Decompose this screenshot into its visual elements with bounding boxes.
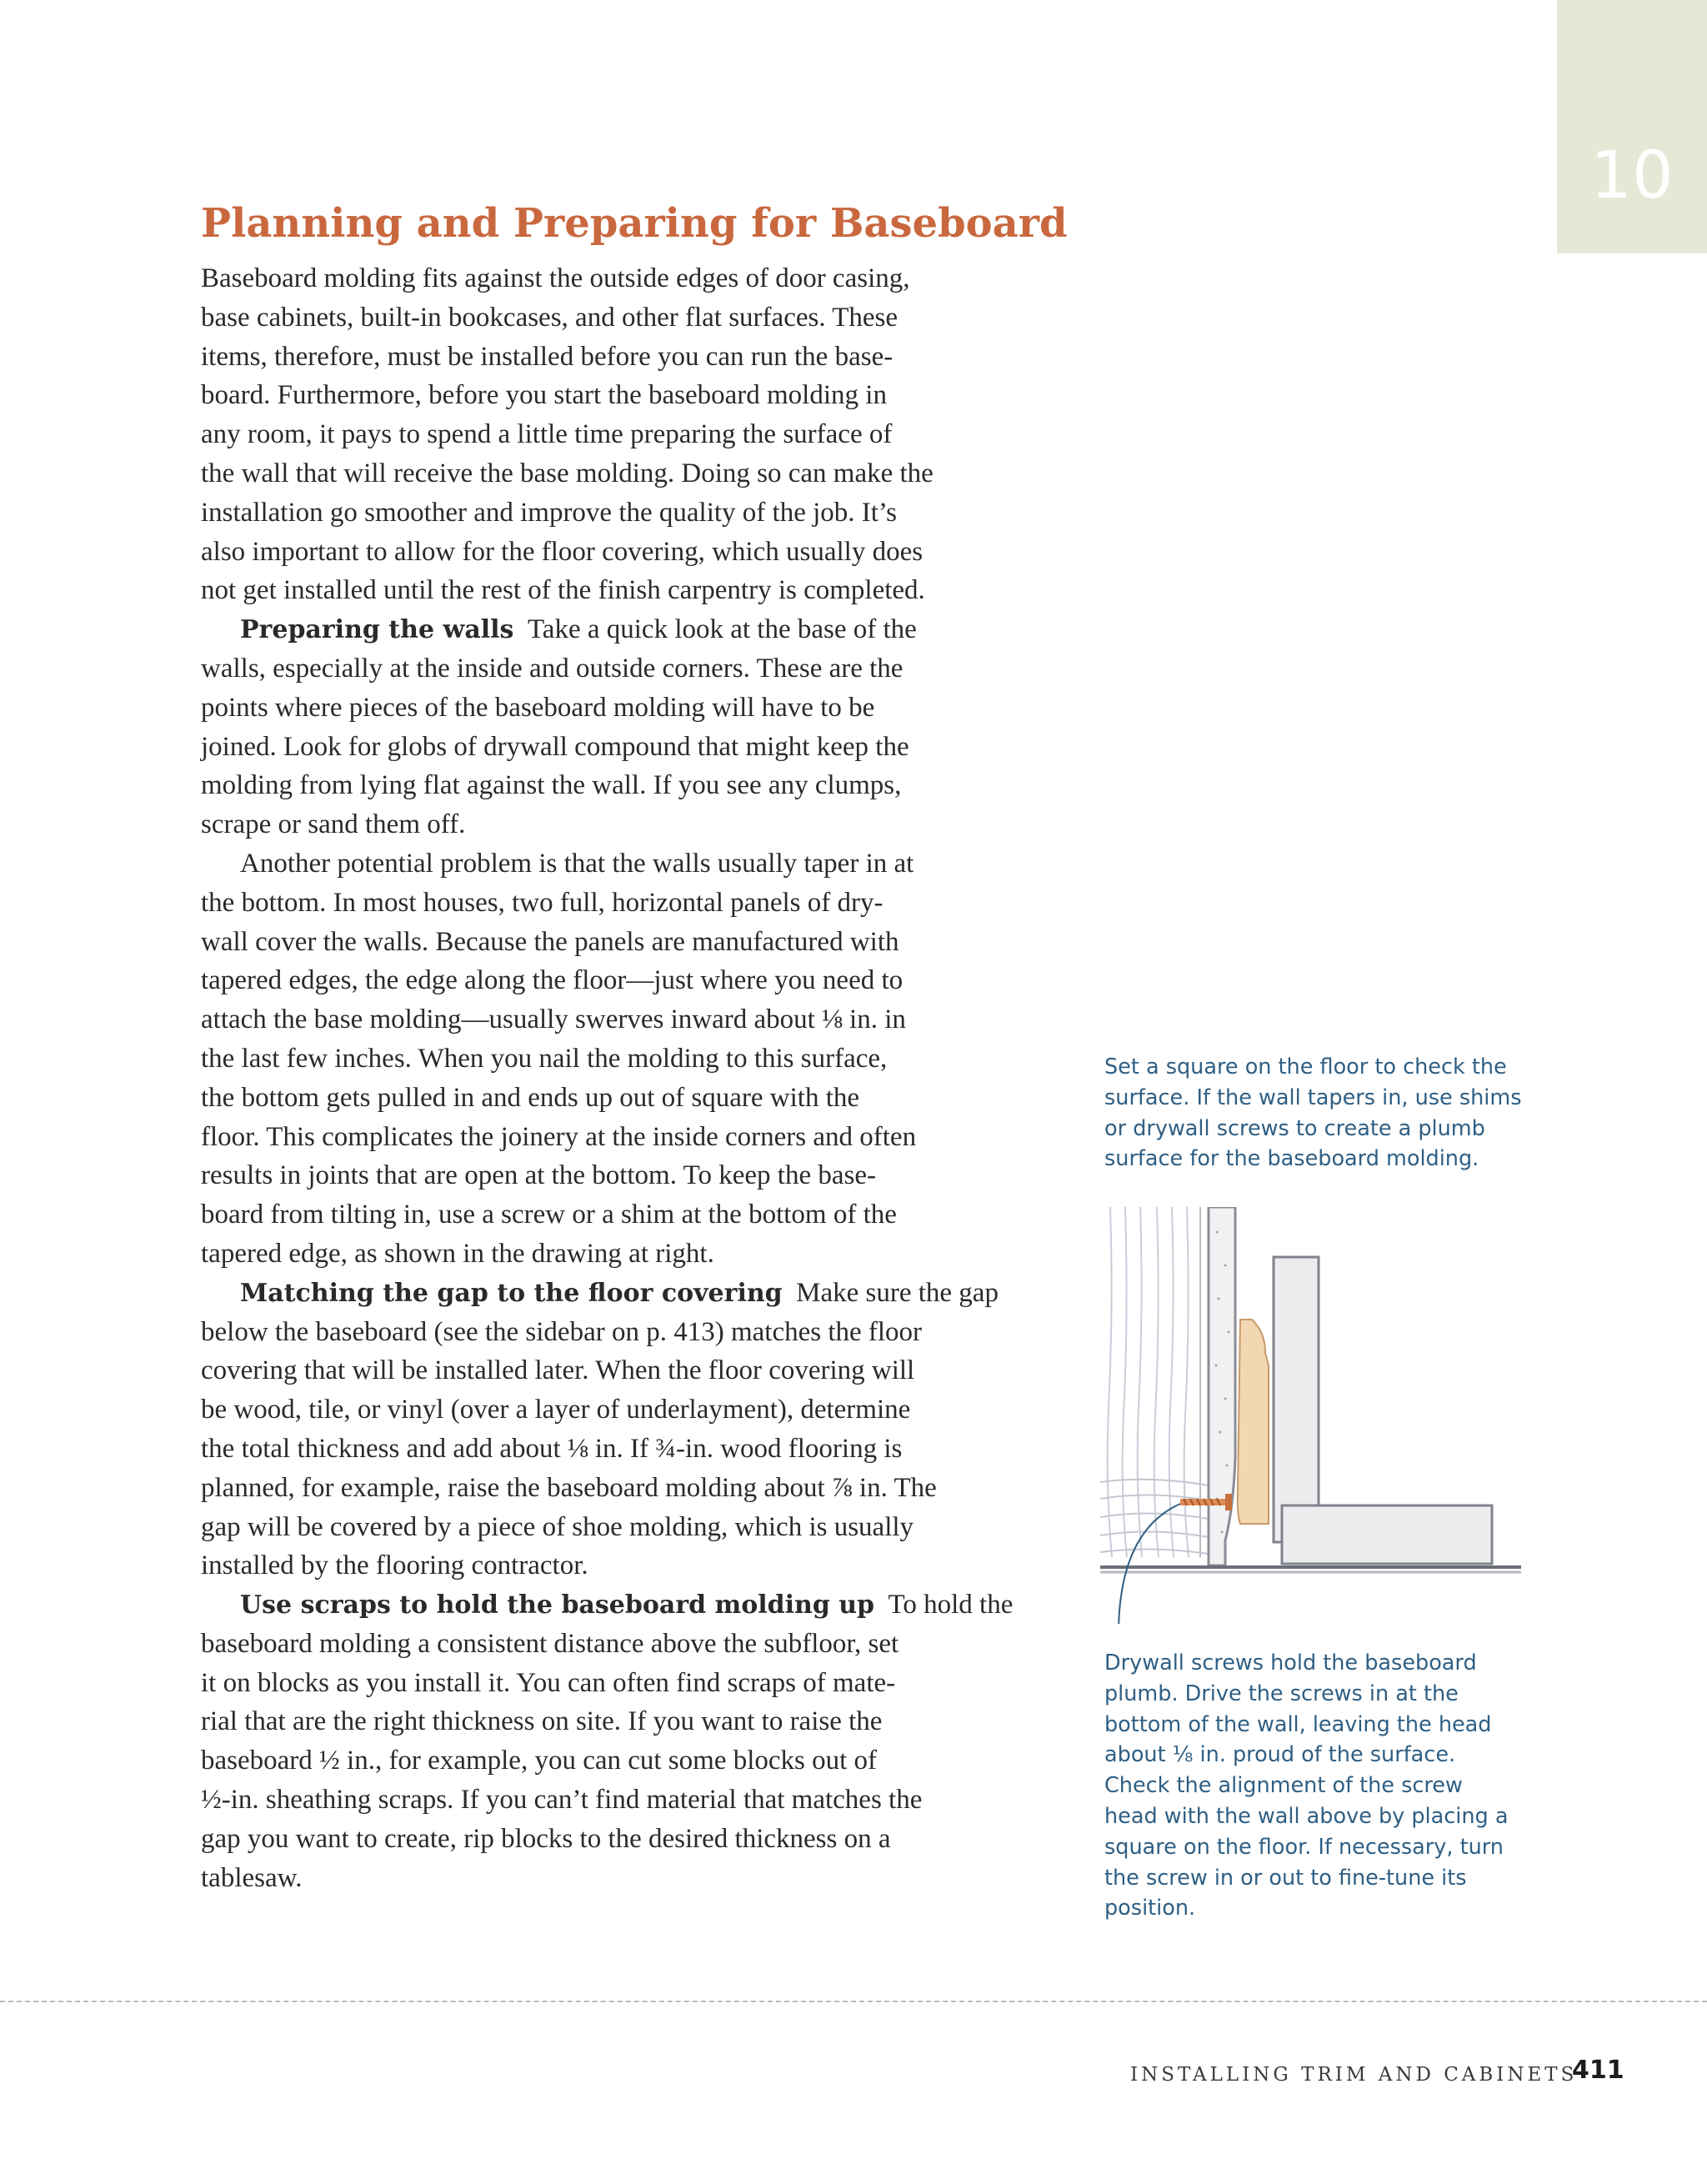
text-line: board from tilting in, use a screw or a shim at the bottom of the [201, 1200, 897, 1230]
caption-line: bottom of the wall, leaving the head [1104, 1711, 1492, 1737]
text-line: board. Furthermore, before you start the baseboard molding in [201, 380, 887, 411]
text-line: the total thickness and add about ⅛ in. If ¾-in. wood flooring is [201, 1433, 903, 1464]
text-line: items, therefore, must be installed before you can run the base- [201, 341, 894, 372]
caption-line: surface. If the wall tapers in, use shims [1104, 1084, 1522, 1110]
text-line: joined. Look for globs of drywall compound that might keep the [201, 731, 909, 762]
caption-line: square on the floor. If necessary, turn [1104, 1834, 1504, 1860]
baseboard-molding [1238, 1320, 1269, 1524]
text-line: baseboard ½ in., for example, you can cut some blocks out of [201, 1746, 878, 1776]
text-fragment: To hold the [888, 1590, 1014, 1620]
caption-line: Check the alignment of the screw [1104, 1773, 1463, 1799]
text-line: Baseboard molding fits against the outside edges of door casing, [201, 263, 910, 293]
text-line [201, 1585, 1034, 1625]
framing-square-blade [1274, 1257, 1319, 1542]
text-line: installed by the flooring contractor. [201, 1550, 588, 1581]
drywall [1209, 1207, 1235, 1565]
caption-line: Drywall screws hold the baseboard [1104, 1651, 1477, 1676]
caption-line: or drywall screws to create a plumb [1104, 1115, 1485, 1141]
text-line: the last few inches. When you nail the molding to this surface, [201, 1043, 888, 1074]
text-line: planned, for example, raise the baseboard molding about ⅞ in. The [201, 1472, 937, 1503]
page-divider [0, 2001, 1707, 2002]
text-line: points where pieces of the baseboard molding will have to be [201, 692, 875, 723]
caption-line: plumb. Drive the screws in at the [1104, 1681, 1459, 1706]
text-line: attach the base molding—usually swerves inward about ⅛ in. in [201, 1004, 906, 1035]
text-line: tapered edges, the edge along the floor—just where you need to [201, 965, 904, 996]
chapter-tab [1557, 0, 1707, 253]
text-line: Another potential problem is that the walls usually taper in at [240, 848, 914, 879]
illustration-caption-bottom [1104, 1648, 1508, 1924]
text-line: be wood, tile, or vinyl (over a layer of underlayment), determine [201, 1395, 911, 1425]
text-line: also important to allow for the floor covering, which usually does [201, 536, 924, 567]
text-line: covering that will be installed later. When the floor covering will [201, 1355, 915, 1386]
runin-heading-preparing-walls: Preparing the walls [240, 615, 514, 645]
text-line: floor. This complicates the joinery at the inside corners and often [201, 1121, 917, 1152]
text-line: gap will be covered by a piece of shoe molding, which is usually [201, 1511, 914, 1542]
caption-line: about ⅛ in. proud of the surface. [1104, 1742, 1456, 1768]
text-line: walls, especially at the inside and outside corners. These are the [201, 653, 904, 684]
text-line: the bottom. In most houses, two full, horizontal panels of dry- [201, 887, 884, 918]
caption-line: surface for the baseboard molding. [1104, 1146, 1479, 1172]
text-line: it on blocks as you install it. You can often find scraps of mate- [201, 1667, 896, 1698]
chapter-number: 10 [1590, 138, 1674, 213]
text-line: gap you want to create, rip blocks to the desired thickness on a [201, 1823, 891, 1854]
text-line: installation go smoother and improve the quality of the job. It’s [201, 497, 897, 528]
text-line: molding from lying flat against the wall. If you see any clumps, [201, 770, 902, 801]
text-line: below the baseboard (see the sidebar on p. 413) matches the floor [201, 1316, 923, 1347]
text-line: tablesaw. [201, 1862, 303, 1893]
text-line: ½-in. sheathing scraps. If you can’t find material that matches the [201, 1785, 923, 1816]
text-line: wall cover the walls. Because the panels are manufactured with [201, 926, 899, 957]
text-line: base cabinets, built-in bookcases, and other flat surfaces. These [201, 302, 899, 333]
text-line: baseboard molding a consistent distance above the subfloor, set [201, 1628, 899, 1659]
framing-square-leg [1282, 1505, 1492, 1564]
text-line: tapered edge, as shown in the drawing at right. [201, 1238, 714, 1269]
text-line [201, 1274, 1034, 1313]
body-text [201, 259, 1034, 1897]
caption-line: the screw in or out to fine-tune its [1104, 1865, 1467, 1891]
caption-line: position. [1104, 1896, 1196, 1921]
runin-heading-matching-gap: Matching the gap to the floor covering [240, 1278, 783, 1308]
caption-line: Set a square on the floor to check the [1104, 1054, 1507, 1079]
caption-line: head with the wall above by placing a [1104, 1803, 1509, 1829]
text-line: not get installed until the rest of the finish carpentry is completed. [201, 575, 925, 606]
text-line: rial that are the right thickness on site. If you want to raise the [201, 1706, 883, 1737]
text-line: scrape or sand them off. [201, 809, 466, 840]
runin-heading-use-scraps: Use scraps to hold the baseboard molding up [240, 1590, 875, 1620]
text-line: results in joints that are open at the bottom. To keep the base- [201, 1160, 876, 1191]
section-title: Planning and Preparing for Baseboard [201, 200, 1068, 247]
text-line [201, 610, 1034, 649]
text-fragment: Make sure the gap [796, 1277, 999, 1308]
text-line: the wall that will receive the base molding. Doing so can make the [201, 458, 934, 488]
text-line: the bottom gets pulled in and ends up out of square with the [201, 1082, 860, 1113]
baseboard-illustration [1100, 1207, 1534, 1624]
text-fragment: Take a quick look at the base of the [527, 614, 917, 645]
running-footer: INSTALLING TRIM AND CABINETS [1130, 2064, 1578, 2086]
text-line: any room, it pays to spend a little time preparing the surface of [201, 419, 893, 450]
page-number: 411 [1572, 2056, 1624, 2085]
illustration-caption-top [1104, 1052, 1522, 1175]
